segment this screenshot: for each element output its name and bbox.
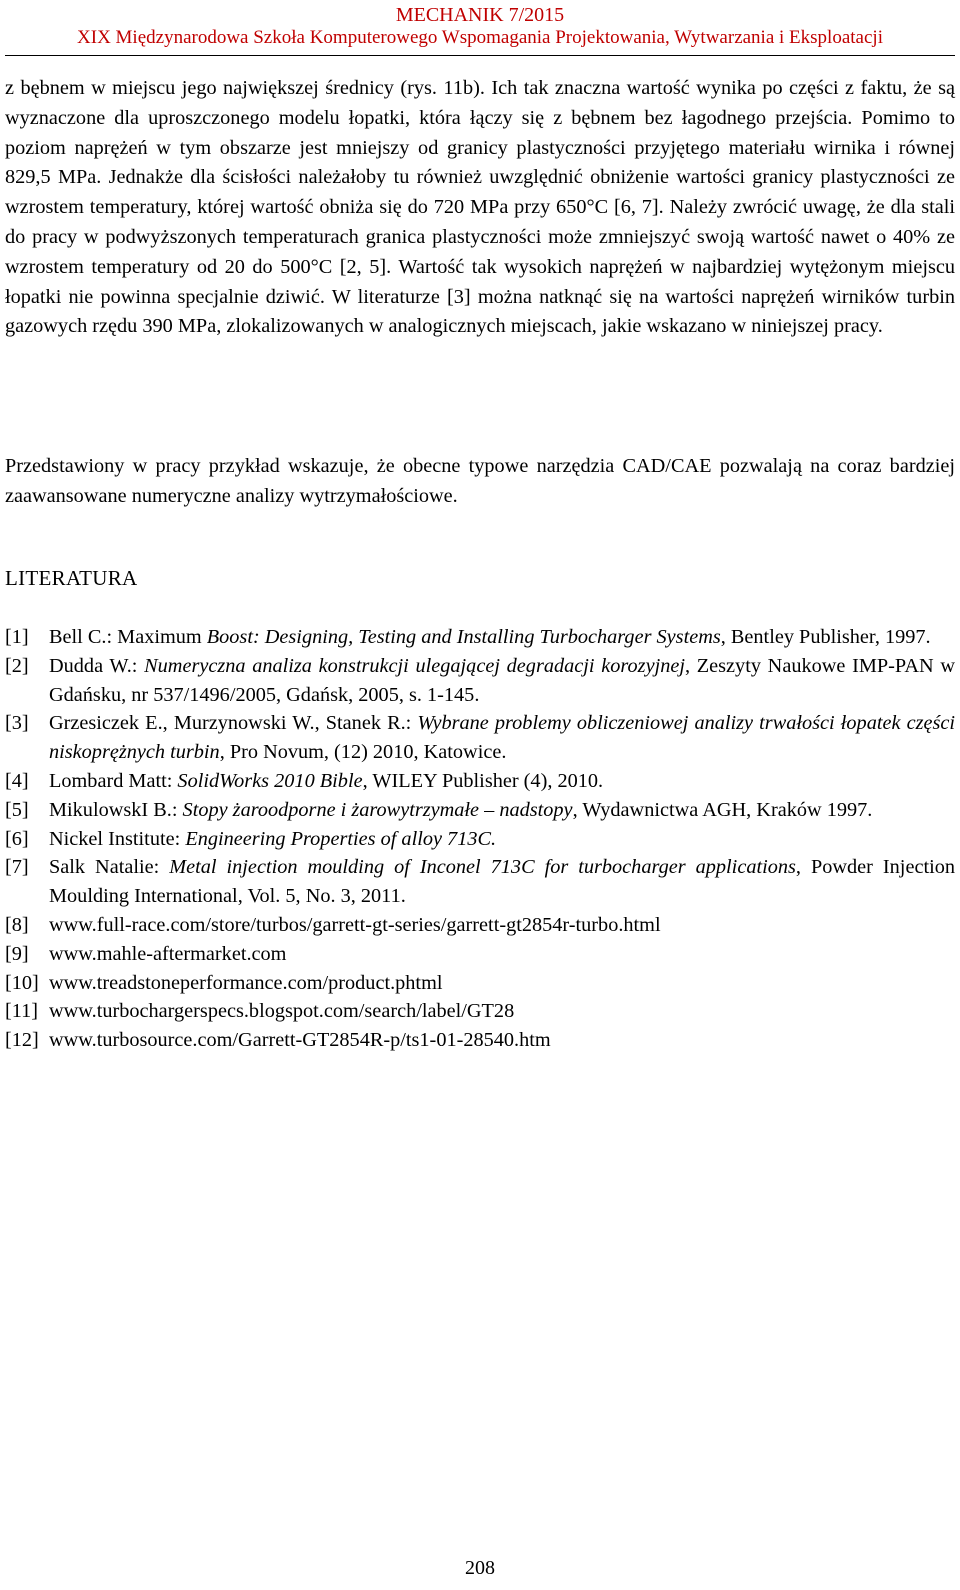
reference-number: [7] xyxy=(5,856,29,879)
reference-text xyxy=(49,853,955,911)
reference-item xyxy=(5,623,955,652)
reference-number: [1] xyxy=(5,626,29,648)
reference-text xyxy=(49,652,955,710)
reference-number: [9] xyxy=(5,942,29,965)
reference-text xyxy=(49,911,955,940)
reference-list xyxy=(5,623,955,1055)
reference-authors: www.mahle-aftermarket.com xyxy=(49,942,287,965)
reference-authors: Salk Natalie: xyxy=(49,856,170,879)
reference-item xyxy=(5,709,955,767)
reference-authors: www.full-race.com/store/turbos/garrett-gt-series/garrett-gt2854r-turbo.html xyxy=(49,913,661,936)
reference-authors: Bell C.: Maximum xyxy=(49,626,207,648)
reference-number: [5] xyxy=(5,798,29,821)
reference-title: Stopy żaroodporne i żarowytrzymałe – nadstopy xyxy=(182,798,573,821)
reference-authors: www.turbosource.com/Garrett-GT2854R-p/ts1-01-28540.htm xyxy=(49,1029,551,1052)
reference-number: [2] xyxy=(5,654,29,677)
reference-item xyxy=(5,940,955,969)
page-header xyxy=(0,0,960,49)
reference-text xyxy=(49,825,955,854)
reference-text xyxy=(49,969,955,998)
reference-publisher: , Powder Injection Moulding International, Vol. 5, No. 3, 2011. xyxy=(49,856,955,908)
reference-number: [12] xyxy=(5,1029,39,1052)
reference-title: Numeryczna analiza konstrukcji ulegającej degradacji korozyjnej xyxy=(144,654,685,677)
reference-number: [6] xyxy=(5,827,29,850)
reference-item xyxy=(5,997,955,1026)
reference-item xyxy=(5,825,955,854)
reference-number: [3] xyxy=(5,712,29,735)
reference-text xyxy=(49,796,955,825)
reference-text xyxy=(49,709,955,767)
reference-publisher: , Wydawnictwa AGH, Kraków 1997. xyxy=(572,798,873,821)
conference-title: XIX Międzynarodowa Szkoła Komputerowego Wspomagania Projektowania, Wytwarzania i Eksploatacji xyxy=(77,27,883,48)
reference-item xyxy=(5,652,955,710)
reference-number: [4] xyxy=(5,769,29,792)
reference-item xyxy=(5,969,955,998)
reference-number: [11] xyxy=(5,1000,39,1023)
body-paragraph-2: Przedstawiony w pracy przykład wskazuje, że obecne typowe narzędzia CAD/CAE pozwalają na coraz bardziej zaawansowane numeryczne analizy wytrzymałościowe. xyxy=(5,455,955,507)
reference-title: Engineering Properties of alloy 713C. xyxy=(185,827,497,850)
reference-number: [10] xyxy=(5,971,39,994)
reference-authors: Lombard Matt: xyxy=(49,769,178,792)
reference-authors: www.treadstoneperformance.com/product.phtml xyxy=(49,971,443,994)
reference-authors: Grzesiczek E., Murzynowski W., Stanek R.: xyxy=(49,712,418,735)
page-number: 208 xyxy=(465,1557,495,1579)
reference-item xyxy=(5,1026,955,1055)
reference-number: [8] xyxy=(5,913,29,936)
reference-text xyxy=(49,623,955,652)
reference-item xyxy=(5,911,955,940)
reference-item xyxy=(5,796,955,825)
reference-item xyxy=(5,767,955,796)
reference-publisher: , Pro Novum, (12) 2010, Katowice. xyxy=(219,741,507,764)
reference-title: Boost: Designing, Testing and Installing Turbocharger Systems xyxy=(206,626,721,648)
body-paragraph-1: z bębnem w miejscu jego największej średnicy (rys. 11b). Ich tak znaczna wartość wynika po części z faktu, że są wyznaczone dla uproszczonego modelu łopatki, która łączy się z bębnem bez łagodnego przejścia. Pomimo to poziom naprężeń w tym obszarze jest mniejszy od granicy plastyczności przyjętego materiału wirnika i równej 829,5 MPa. Jednakże dla ścisłości należałoby tu również uwzględnić obniżenie wartości granicy plastyczności ze wzrostem temperatury, której wartość obniża się do 720 MPa przy 650°C [6, 7]. Należy zwrócić uwagę, że dla stali do pracy w podwyższonych temperaturach granica plastyczności może zmniejszyć swoją wartość nawet o 40% ze wzrostem temperatury od 20 do 500°C [2, 5]. Wartość tak wysokich naprężeń w najbardziej wytężonym miejscu łopatki nie powinna specjalnie dziwić. W literaturze [3] można natknąć się na wartości naprężeń wirników turbin gazowych rzędu 390 MPa, zlokalizowanych w analogicznych miejscach, jakie wskazano w niniejszej pracy. xyxy=(5,77,955,338)
reference-text xyxy=(49,1026,955,1055)
reference-publisher: , WILEY Publisher (4), 2010. xyxy=(362,769,604,792)
literature-heading: LITERATURA xyxy=(5,566,138,590)
reference-text xyxy=(49,997,955,1026)
reference-authors: Dudda W.: xyxy=(49,654,145,677)
reference-title: Wybrane problemy obliczeniowej analizy trwałości łopatek części niskoprężnych turbin xyxy=(49,712,956,764)
reference-authors: Nickel Institute: xyxy=(49,827,186,850)
reference-text xyxy=(49,940,955,969)
reference-item xyxy=(5,853,955,911)
reference-publisher: , Bentley Publisher, 1997. xyxy=(720,626,931,648)
journal-title: MECHANIK 7/2015 xyxy=(395,4,565,26)
reference-authors: MikulowskI B.: xyxy=(49,798,183,821)
reference-title: Metal injection moulding of Inconel 713C for turbocharger applications xyxy=(169,856,796,879)
reference-publisher: , Zeszyty Naukowe IMP-PAN w Gdańsku, nr 537/1496/2005, Gdańsk, 2005, s. 1-145. xyxy=(49,654,955,706)
reference-authors: www.turbochargerspecs.blogspot.com/search/label/GT28 xyxy=(49,1000,515,1023)
reference-title: SolidWorks 2010 Bible xyxy=(177,769,363,792)
reference-text xyxy=(49,767,955,796)
header-divider xyxy=(5,55,955,56)
